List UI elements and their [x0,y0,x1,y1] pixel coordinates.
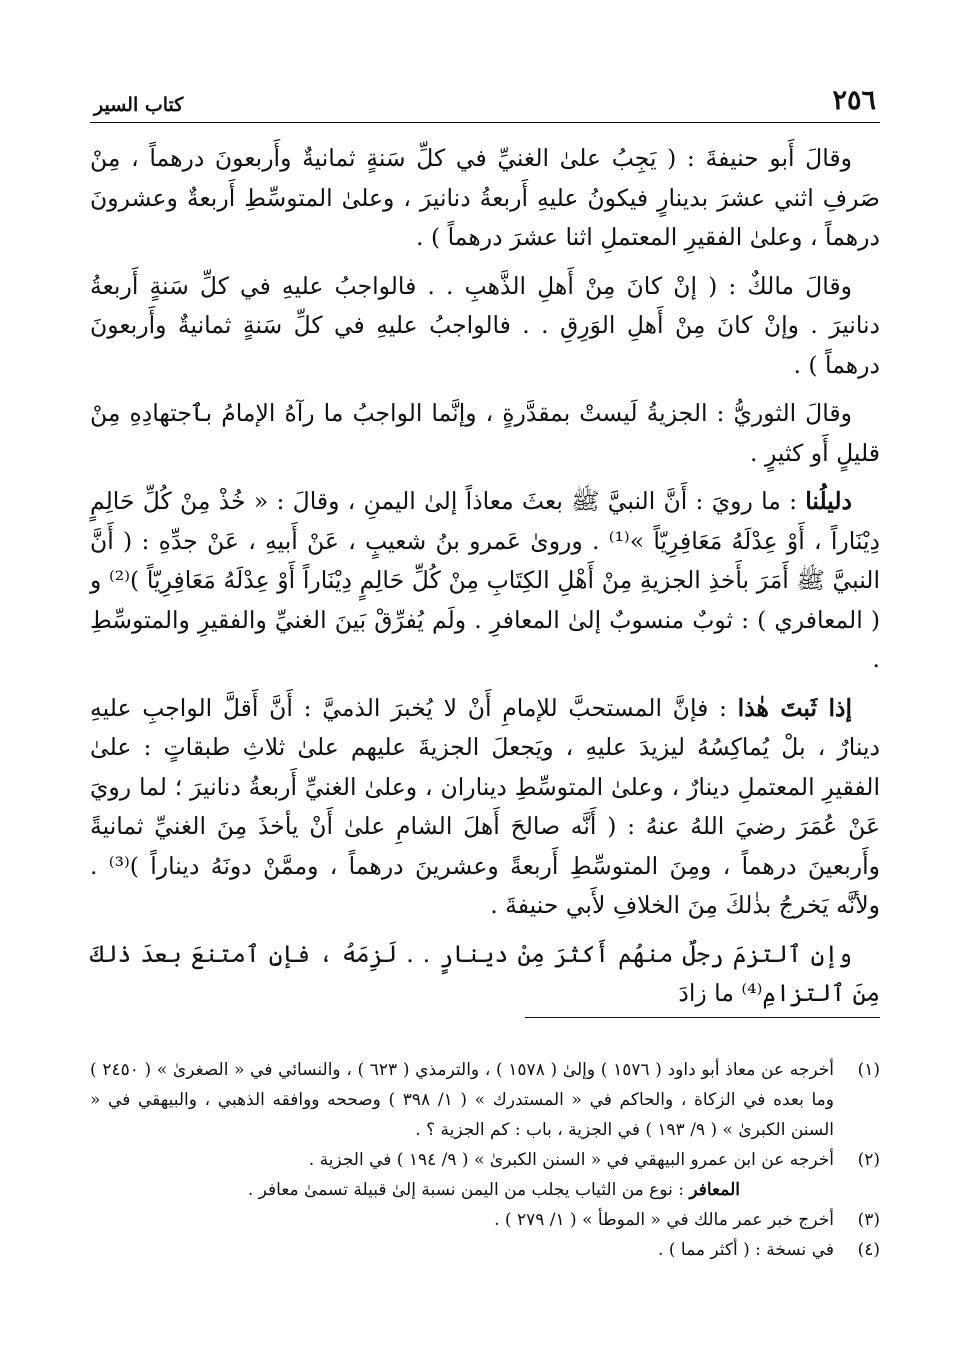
page-number: ٢٥٦ [832,85,876,116]
paragraph-continuation: وإنِ ٱلتزمَ رجلٌ منهُم أَكثرَ مِنْ دينارٍ . . لَزِمَهُ ، فإنِ ٱمتنعَ بعدَ ذٰلكَ مِنَ ٱلتزامِ⁽⁴⁾ ما زادَ [90,939,880,1007]
paragraph-lead: دليلُنا [805,487,852,515]
footnote-3: (٣) أخرج خبر عمر مالك في « الموطأ » ( ١/ ٢٧٩ ) . [494,1210,880,1230]
book-page [90,70,881,1260]
footnote-2: (٢) أخرجه عن ابن عمرو البيهقي في « السنن الكبرىٰ » ( ٩/ ١٩٤ ) في الجزية . [308,1150,880,1170]
paragraph-abu-hanifa: وقالَ أَبو حنيفةَ : ( يَجِبُ علىٰ الغنيِّ في كلِّ سَنةٍ ثمانيةٌ وأَربعونَ درهماً ، مِنْ صَرفِ اثني عشرَ بدينارٍ فيكونُ عليهِ أَربعةُ دنانيرَ ، وعلىٰ المتوسِّطِ أَربعةٌ وعشرونَ درهماً ، وعلىٰ الفقيرِ المعتملِ اثنا عشرَ درهماً ) . [90,144,880,251]
paragraph-ruling: إذا ثَبتَ هٰذا : فإنَّ المستحبَّ للإمامِ أَنْ لا يُخبرَ الذميَّ : أَنَّ أَقلَّ الواجبِ عليهِ دينارٌ ، بلْ يُماكِسُهُ ليزيدَ عليهِ ، ويَجعلَ الجزيةَ عليهم علىٰ ثلاثِ طبقاتٍ : علىٰ الفقيرِ المعتملِ دينارٌ ، وعلىٰ المتوسِّطِ ديناران ، وعلىٰ الغنيِّ أَربعةُ دنانيرَ ؛ لما رويَ عَنْ عُمَرَ رضيَ اللهُ عنهُ : ( أَنَّه صالحَ أَهلَ الشامِ علىٰ أَنْ يأخذَ مِنَ الغنيِّ ثمانيةً وأَربعينَ درهماً ، ومِنَ المتوسِّطِ أَربعةً وعشرينَ درهماً ، وممَّنْ دونَهُ ديناراً )⁽³⁾ . ولأنَّه يَخرجُ بذٰلكَ مِنَ الخلافِ لأَبي حنيفةَ . [90,693,880,919]
footnote-note-maafir: المعافر : نوع من الثياب يجلب من اليمن نسبة إلىٰ قبيلة تسمىٰ معافر . [247,1180,740,1200]
footnote-divider [525,1017,880,1018]
main-text [90,139,880,1014]
paragraph-lead: إذا ثَبتَ هٰذا [737,693,852,722]
running-title: كتاب السير [94,94,184,116]
footnote-1: (١) أخرجه عن معاذ أبو داود ( ١٥٧٦ ) وإلىٰ ( ١٥٧٨ ) ، والترمذي ( ٦٢٣ ) ، والنسائي في « الصغرىٰ » ( ٢٤٥٠ ) وما بعده في الزكاة ، والحاكم في « المستدرك » ( ١/ ٣٩٨ ) وصححه ووافقه الذهبي ، والبيهقي في « السنن الكبرىٰ » ( ٩/ ١٩٣ ) في الجزية ، باب : كم الجزية ؟ . [90,1060,880,1140]
paragraph-evidence: دليلُنا : ما رويَ : أَنَّ النبيَّ ﷺ بعثَ معاذاً إلىٰ اليمنِ ، وقالَ : « خُذْ مِنْ كُلِّ حَالِمٍ دِيْنَاراً ، أَوْ عِدْلَهُ مَعَافِرِيّاً »⁽¹⁾ . وروىٰ عَمرو بنُ شعيبٍ ، عَنْ أَبيهِ ، عَنْ جدِّهِ : ( أَنَّ النبيَّ ﷺ أَمَرَ بأَخذِ الجزيةِ مِنْ أَهْلِ الكِتَابِ مِنْ كُلِّ حَالِمٍ دِيْنَاراً أَوْ عِدْلَهُ مَعَافِرِيّاً )⁽²⁾ و ( المعافري ) : ثوبٌ منسوبٌ إلىٰ المعافرِ . ولَم يُفرِّقْ بَينَ الغنيِّ والفقيرِ والمتوسِّطِ . [90,487,881,673]
paragraph-malik: وقالَ مالكٌ : ( إنْ كانَ مِنْ أَهلِ الذَّهبِ . . فالواجبُ عليهِ في كلِّ سَنةٍ أَربعةُ دنانيرَ . وإنْ كانَ مِنْ أَهلِ الوَرِقِ . . فالواجبُ عليهِ في كلِّ سَنةٍ ثمانيةٌ وأَربعونَ درهماً ) . [90,271,880,379]
footnote-4: (٤) في نسخة : ( أكثر مما ) . [658,1240,880,1260]
paragraph-thawri: وقالَ الثوريُّ : الجزيةُ لَيستْ بمقدَّرةٍ ، وإنَّما الواجبُ ما رآهُ الإمامُ بٱجتهادِهِ مِنْ قليلٍ أَو كثيرٍ . [90,399,880,467]
footnotes [90,1055,880,1265]
page-header [90,70,880,123]
